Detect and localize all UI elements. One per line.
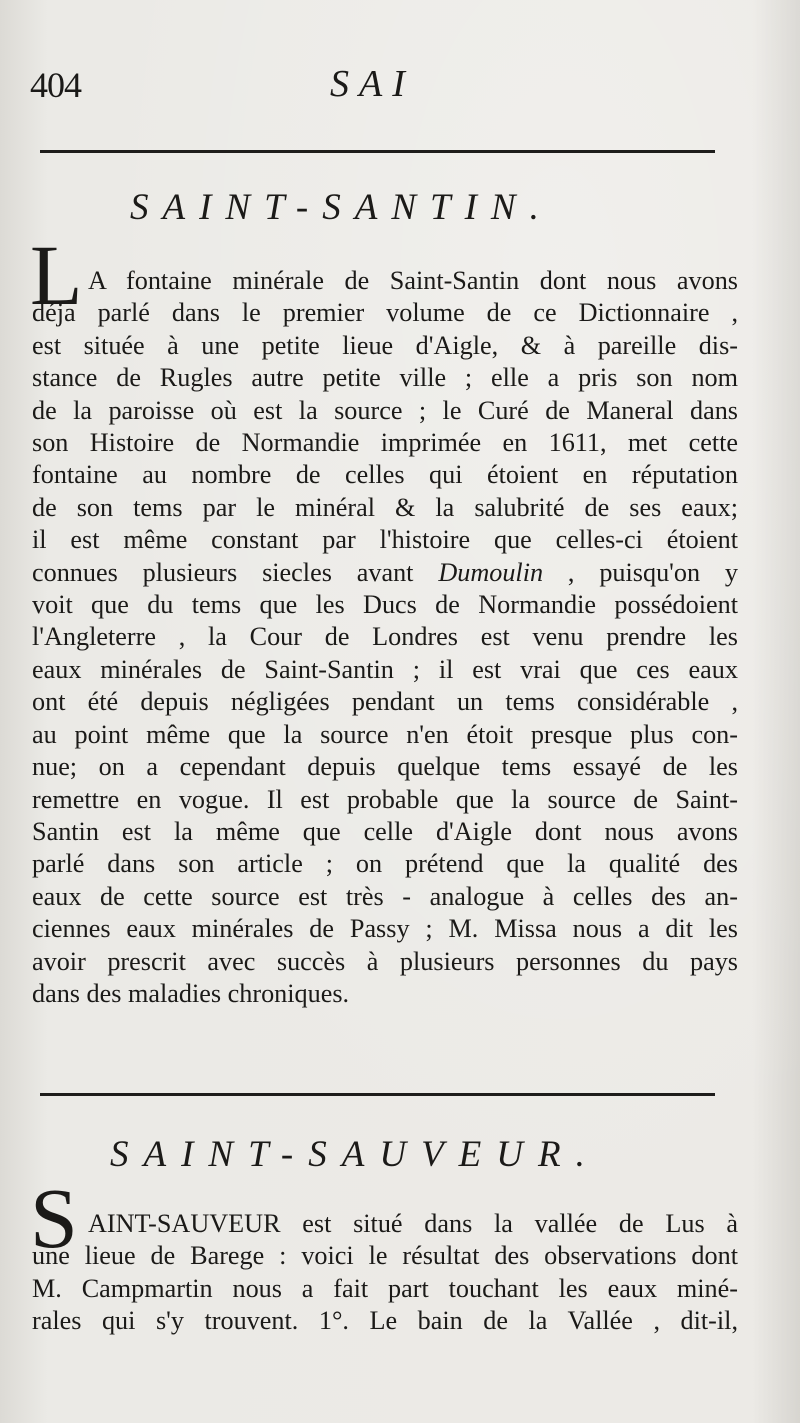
text-segment: , puisqu'on y (567, 557, 739, 587)
text-line: parlé dans son article ; on prétend que la qualité des (32, 849, 738, 879)
text-line: de son tems par le minéral & la salubrité de ses eaux; (32, 492, 738, 522)
text-line: son Histoire de Normandie imprimée en 1611, met cette (32, 428, 738, 458)
header-rule (40, 150, 715, 153)
running-head (30, 58, 750, 108)
text-line: rales qui s'y trouvent. 1°. Le bain de la Vallée , dit-il, (32, 1306, 738, 1336)
text-segment: connues plusieurs siecles avant (32, 557, 414, 587)
article-body-saint-santin (32, 265, 738, 1010)
article-title-saint-santin: SAINT-SANTIN. (130, 187, 553, 228)
text-line: au point même que la source n'en étoit presque plus con- (32, 719, 738, 749)
text-line: fontaine au nombre de celles qui étoient en réputation (32, 460, 738, 490)
text-line-with-italic (32, 557, 738, 589)
section-rule (40, 1093, 715, 1096)
text-line: eaux de cette source est très - analogue à celles des an- (32, 881, 738, 911)
text-line: de la paroisse où est la source ; le Curé de Maneral dans (32, 395, 738, 425)
text-line: Santin est la même que celle d'Aigle dont nous avons (32, 816, 738, 846)
article-body-saint-sauveur (32, 1208, 738, 1338)
text-line: déja parlé dans le premier volume de ce Dictionnaire , (32, 298, 738, 328)
text-line: l'Angleterre , la Cour de Londres est venu prendre les (32, 622, 738, 652)
text-line: ciennes eaux minérales de Passy ; M. Missa nous a dit les (32, 914, 738, 944)
text-line: stance de Rugles autre petite ville ; elle a pris son nom (32, 363, 738, 393)
italic-name: Dumoulin (438, 557, 544, 587)
text-line: ont été depuis négligées pendant un tems considérable , (32, 687, 738, 717)
page-number: 404 (30, 65, 81, 105)
text-line: AINT-SAUVEUR est situé dans la vallée de Lus à (88, 1209, 738, 1238)
text-line: avoir prescrit avec succès à plusieurs personnes du pays (32, 946, 738, 976)
article-title-saint-sauveur: SAINT-SAUVEUR. (110, 1134, 600, 1175)
drop-cap-2: S (30, 1170, 78, 1266)
text-line: eaux minérales de Saint-Santin ; il est vrai que ces eaux (32, 654, 738, 684)
text-line: nue; on a cependant depuis quelque tems essayé de les (32, 752, 738, 782)
text-line: dans des maladies chroniques. (32, 978, 350, 1008)
text-line: A fontaine minérale de Saint-Santin dont nous avons (88, 266, 738, 295)
text-line: une lieue de Barege : voici le résultat des observations dont (32, 1241, 738, 1271)
running-head-word: SAI (330, 63, 415, 105)
drop-cap-1: L (30, 227, 83, 323)
text-line: M. Campmartin nous a fait part touchant les eaux miné- (32, 1273, 738, 1303)
text-line: est située à une petite lieue d'Aigle, & à pareille dis- (32, 330, 738, 360)
text-line: voit que du tems que les Ducs de Normandie possédoient (32, 590, 738, 620)
text-line: il est même constant par l'histoire que celles-ci étoient (32, 525, 738, 555)
text-line: remettre en vogue. Il est probable que la source de Saint- (32, 784, 738, 814)
